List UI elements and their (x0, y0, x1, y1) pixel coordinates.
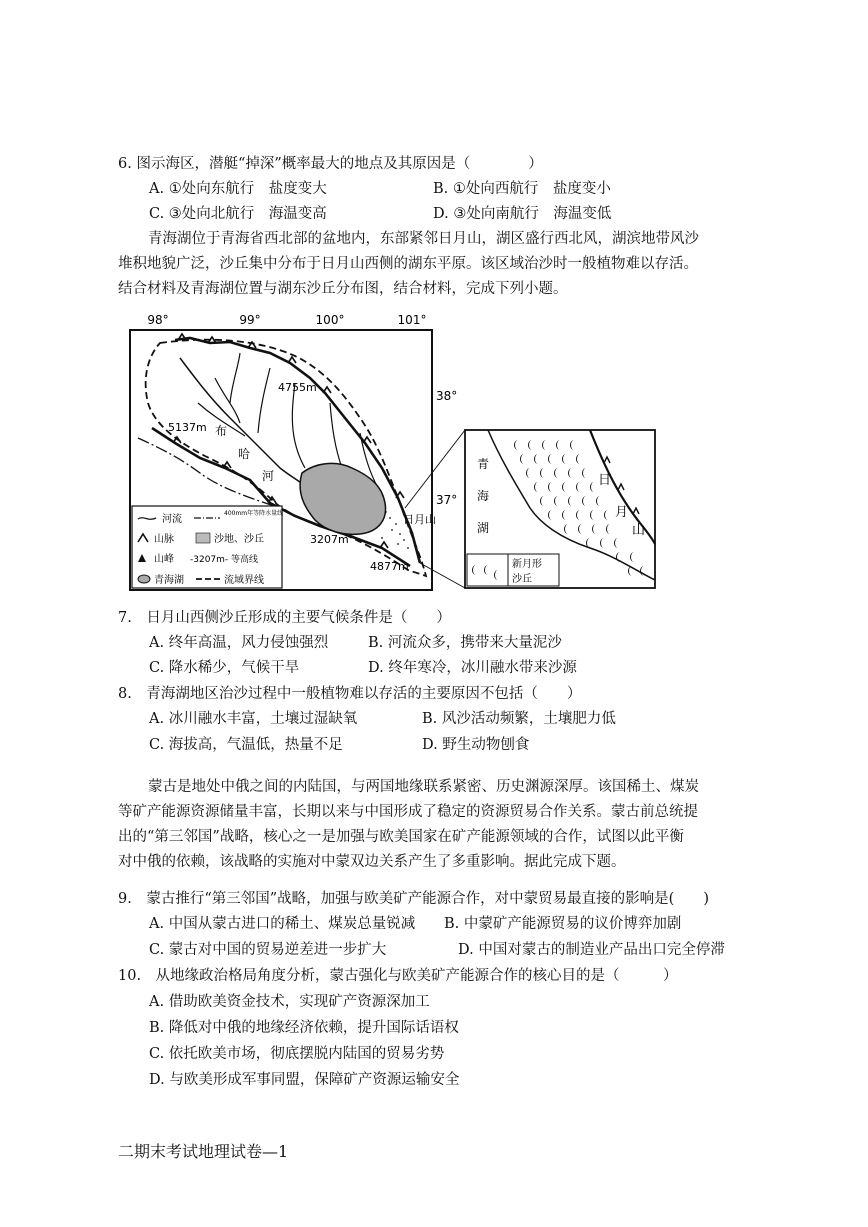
q8-option-d: D. 野生动物刨食 (422, 737, 530, 753)
q7-option-a: A. 终年高温，风力侵蚀强烈 (149, 635, 329, 651)
inset-lake-char-3: 湖 (477, 521, 490, 535)
q7-option-c: C. 降水稀少，气候干旱 (149, 660, 300, 676)
lon-label-100: 100° (315, 313, 345, 327)
q6-option-d: D. ③处向南航行 海温变低 (433, 206, 612, 222)
legend-basin-label: 流域界线 (224, 575, 264, 586)
lat-label-38: 38° (436, 389, 458, 403)
passage1-line-1: 青海湖位于青海省西北部的盆地内，东部紧邻日月山，湖区盛行西北风，湖滨地带风沙 (148, 231, 699, 247)
inset-lake-char-1: 青 (477, 457, 490, 471)
page-footer: 二期末考试地理试卷—1 (118, 1142, 289, 1161)
q6-option-a: A. ①处向东航行 盐度变大 (149, 181, 327, 197)
q9-stem: 9. 蒙古推行“第三邻国”战略，加强与欧美矿产能源合作，对中蒙贸易最直接的影响是( ) (118, 891, 709, 907)
peak-label-5137: 5137m (168, 421, 207, 434)
inset-mountain-char-2: 月 (615, 505, 629, 520)
q10-option-d: D. 与欧美形成军事同盟，保障矿产资源运输安全 (149, 1072, 460, 1088)
q10-stem: 10. 从地缘政治格局角度分析，蒙古强化与欧美矿产能源合作的核心目的是（ ） (118, 968, 678, 984)
lon-label-99: 99° (239, 313, 261, 327)
passage2-line-3: 出的“第三邻国”战略，核心之一是加强与欧美国家在矿产能源领域的合作，试图以此平衡 (118, 829, 684, 845)
legend-lake-symbol (138, 575, 150, 583)
peak-label-4755: 4755m (278, 381, 317, 394)
lat-label-37: 37° (436, 493, 458, 507)
passage2-line-2: 等矿产能源资源储量丰富，长期以来与中国形成了稳定的资源贸易合作关系。蒙古前总统提 (118, 804, 698, 820)
q6-option-b: B. ①处向西航行 盐度变小 (433, 181, 611, 197)
q8-stem: 8. 青海湖地区治沙过程中一般植物难以存活的主要原因不包括（ ） (118, 686, 582, 702)
inset-lake-char-2: 海 (477, 489, 490, 503)
riyue-mountain-label: 日月山 (403, 513, 436, 526)
q9-option-b: B. 中蒙矿产能源贸易的议价博弈加剧 (444, 916, 682, 932)
q10-option-b: B. 降低对中俄的地缘经济依赖，提升国际话语权 (149, 1020, 459, 1036)
legend-lake-label: 青海湖 (154, 575, 184, 586)
q8-option-c: C. 海拔高，气温低，热量不足 (149, 737, 343, 753)
river-label-char-1: 布 (215, 424, 228, 438)
q10-option-c: C. 依托欧美市场，彻底摆脱内陆国的贸易劣势 (149, 1046, 445, 1062)
legend-sand-label: 沙地、沙丘 (214, 534, 264, 545)
legend-range-label: 山脉 (154, 534, 174, 545)
qinghai-lake-map (120, 308, 660, 594)
q7-option-b: B. 河流众多，携带来大量泥沙 (368, 635, 562, 651)
lon-label-98: 98° (147, 313, 169, 327)
passage1-line-2: 堆积地貌广泛，沙丘集中分布于日月山西侧的湖东平原。该区域治沙时一般植物难以存活。 (118, 256, 698, 272)
legend-contour-label: -3207m- 等高线 (190, 555, 259, 565)
q7-option-d: D. 终年寒冷，冰川融水带来沙源 (368, 660, 577, 676)
river-label-char-2: 哈 (238, 447, 251, 461)
q6-option-c: C. ③处向北航行 海温变高 (149, 206, 327, 222)
river-label-char-3: 河 (262, 469, 275, 483)
legend-river-label: 河流 (162, 514, 182, 525)
q8-option-b: B. 风沙活动频繁，土壤肥力低 (422, 711, 616, 727)
passage1-line-3: 结合材料及青海湖位置与湖东沙丘分布图，结合材料，完成下列小题。 (118, 281, 568, 297)
lon-label-101: 101° (397, 313, 427, 327)
inset-legend-label-2: 沙丘 (512, 574, 532, 585)
inset-mountain-char-3: 山 (632, 523, 646, 538)
peak-label-3207: 3207m (310, 533, 349, 546)
passage2-line-4: 对中俄的依赖，该战略的实施对中蒙双边关系产生了多重影响。据此完成下题。 (118, 854, 626, 870)
passage2-line-1: 蒙古是地处中俄之间的内陆国，与两国地缘联系紧密、历史渊源深厚。该国稀土、煤炭 (148, 779, 699, 795)
q10-option-a: A. 借助欧美资金技术，实现矿产资源深加工 (149, 994, 430, 1010)
q9-option-d: D. 中国对蒙古的制造业产品出口完全停滞 (458, 942, 725, 958)
q9-option-c: C. 蒙古对中国的贸易逆差进一步扩大 (149, 942, 387, 958)
legend-sand-symbol (196, 533, 210, 543)
q7-stem: 7. 日月山西侧沙丘形成的主要气候条件是（ ） (118, 610, 451, 626)
inset-mountain-char-1: 日 (598, 473, 612, 488)
q9-option-a: A. 中国从蒙古进口的稀土、煤炭总量锐减 (149, 916, 416, 932)
q6-stem: 6. 图示海区，潜艇“掉深”概率最大的地点及其原因是（ ） (118, 156, 543, 172)
legend-isohyet-label: 400mm年等降水量线 (224, 510, 284, 517)
legend-peak-label: 山峰 (154, 554, 174, 565)
peak-label-4877: 4877m (370, 560, 409, 573)
inset-legend-label-1: 新月形 (512, 559, 542, 570)
q8-option-a: A. 冰川融水丰富，土壤过湿缺氧 (149, 711, 358, 727)
